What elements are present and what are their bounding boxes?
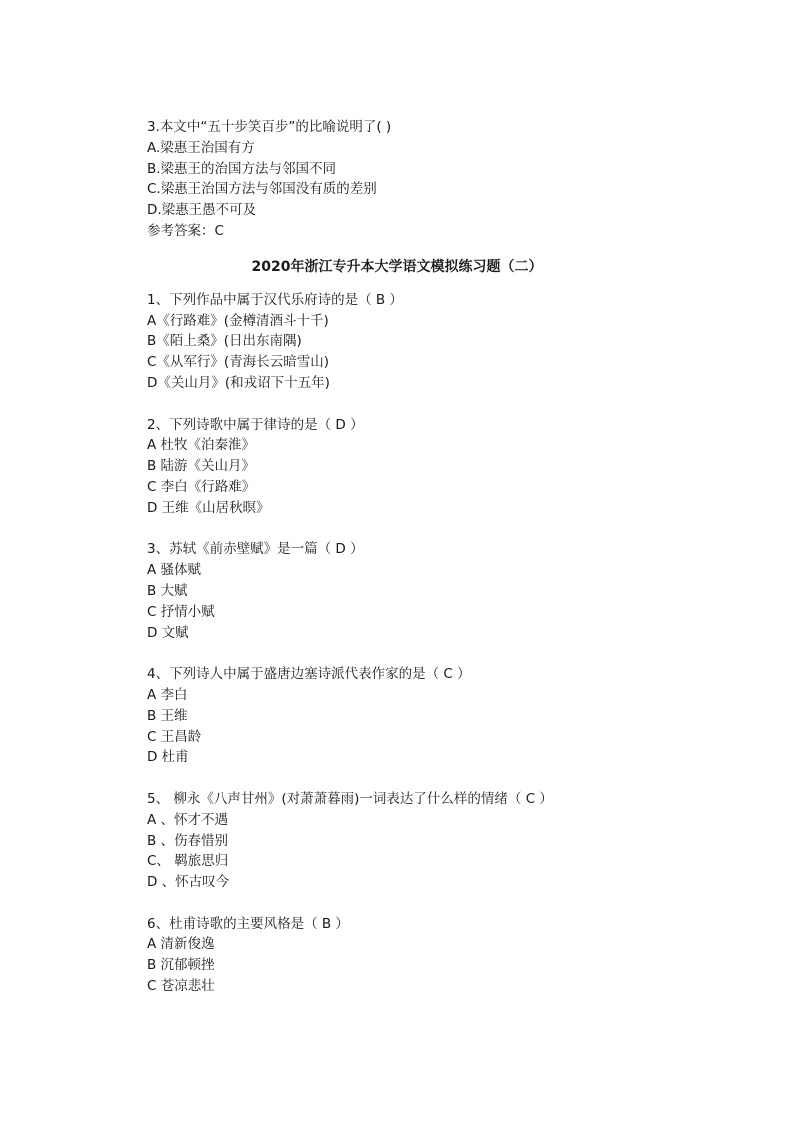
question-4 (147, 664, 707, 768)
option-b: B 、伤春惜别 (147, 832, 229, 849)
page-content (147, 117, 707, 997)
spacer (147, 394, 707, 415)
question-3 (147, 539, 707, 643)
question-stem: 5、 柳永《八声甘州》(对萧萧暮雨)一词表达了什么样的情绪（ C ） (147, 790, 553, 807)
spacer (147, 768, 707, 789)
option-c: C《从军行》(青海长云暗雪山) (147, 354, 329, 371)
option-d: D《关山月》(和戎诏下十五年) (147, 374, 330, 391)
option-d: D.梁惠王愚不可及 (147, 202, 257, 219)
option-c: C 苍凉悲壮 (147, 978, 215, 995)
option-b: B 陆游《关山月》 (147, 458, 256, 475)
option-b: B 沉郁顿挫 (147, 957, 215, 974)
question-5 (147, 789, 707, 893)
option-c: C 抒情小赋 (147, 603, 215, 620)
option-b: B 大赋 (147, 582, 188, 599)
option-c: C 李白《行路难》 (147, 478, 256, 495)
prev-question (147, 117, 707, 242)
option-d: D 王维《山居秋暝》 (147, 499, 270, 516)
option-d: D 文赋 (147, 624, 189, 641)
option-a: A 李白 (147, 686, 188, 703)
option-d: D 、怀古叹今 (147, 874, 230, 891)
question-stem: 2、下列诗歌中属于律诗的是（ D ） (147, 416, 364, 433)
option-a: A 清新俊逸 (147, 936, 215, 953)
question-stem: 3.本文中“五十步笑百步”的比喻说明了( ) (147, 119, 392, 135)
spacer (147, 519, 707, 540)
option-c: C、 羁旅思归 (147, 853, 229, 870)
question-stem: 3、苏轼《前赤壁赋》是一篇（ D ） (147, 541, 364, 558)
option-b: B《陌上桑》(日出东南隅) (147, 333, 302, 350)
question-6 (147, 914, 707, 997)
question-1 (147, 290, 707, 394)
answer-line: 参考答案：C (147, 222, 224, 239)
option-a: A 杜牧《泊秦淮》 (147, 437, 256, 454)
option-c: C.梁惠王治国方法与邻国没有质的差别 (147, 181, 377, 198)
option-d: D 杜甫 (147, 749, 189, 766)
option-a: A 骚体赋 (147, 562, 202, 579)
section-title: 2020年浙江专升本大学语文模拟练习题（二） (251, 258, 543, 275)
option-c: C 王昌龄 (147, 728, 202, 745)
question-stem: 6、杜甫诗歌的主要风格是（ B ） (147, 915, 349, 932)
option-a: A 、怀才不遇 (147, 811, 229, 828)
question-stem: 4、下列诗人中属于盛唐边塞诗派代表作家的是（ C ） (147, 666, 471, 683)
option-b: B 王维 (147, 707, 188, 724)
spacer (147, 893, 707, 914)
option-a: A.梁惠王治国有方 (147, 139, 255, 156)
option-b: B.梁惠王的治国方法与邻国不同 (147, 160, 337, 177)
option-a: A《行路难》(金樽清酒斗十千) (147, 312, 329, 329)
question-2 (147, 415, 707, 519)
question-stem: 1、下列作品中属于汉代乐府诗的是（ B ） (147, 291, 403, 308)
spacer (147, 643, 707, 664)
